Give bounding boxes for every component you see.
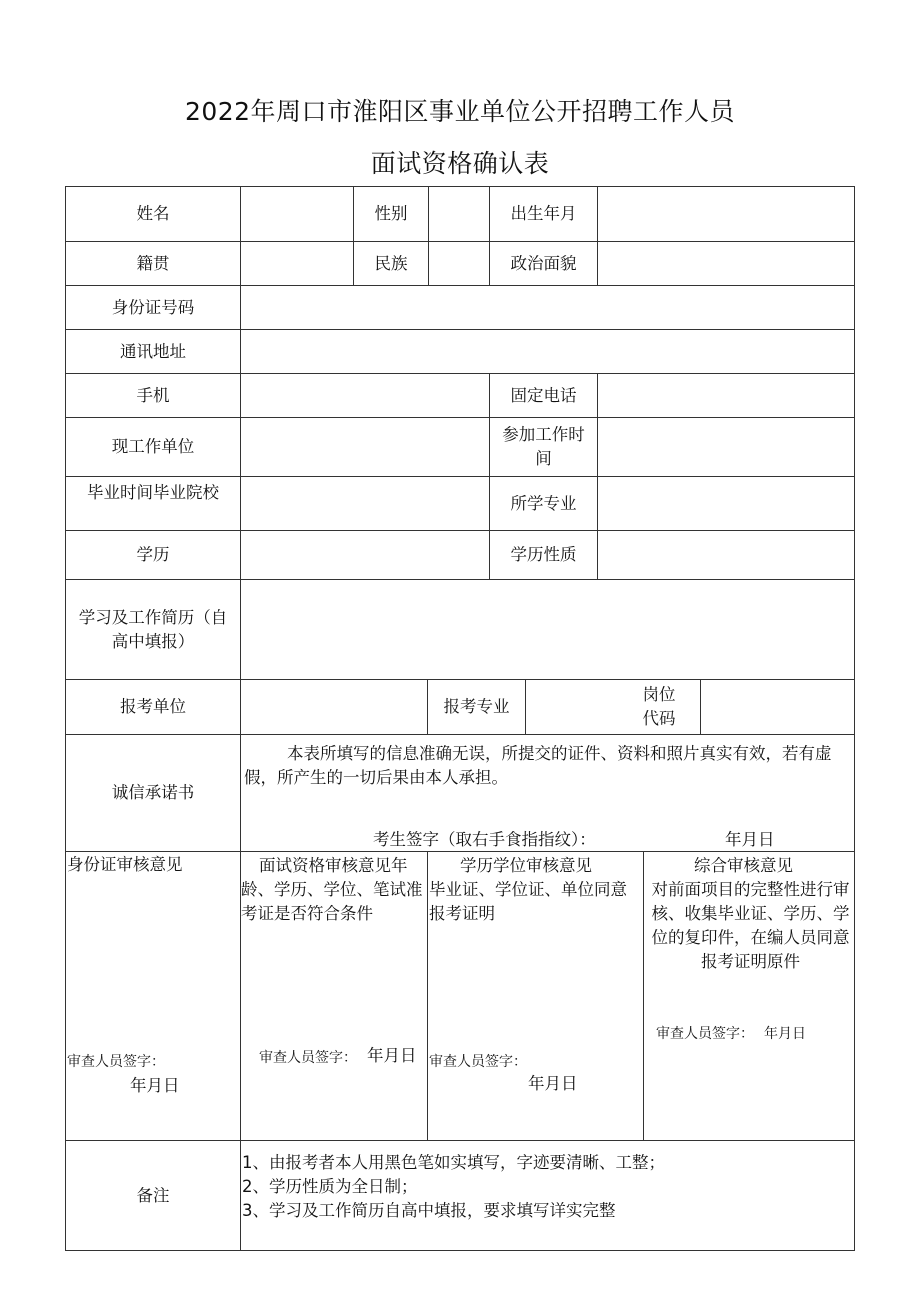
id-number-field[interactable]	[240, 285, 855, 330]
education-type-field[interactable]	[597, 530, 855, 580]
gender-field[interactable]	[428, 186, 490, 242]
remark-item: 1、由报考者本人用黑色笔如实填写，字迹要清晰、工整；	[242, 1153, 665, 1172]
education-type-label: 学历性质	[489, 530, 598, 580]
work-start-field[interactable]	[597, 417, 855, 477]
mobile-field[interactable]	[240, 373, 490, 418]
mobile-label: 手机	[65, 373, 241, 418]
overall-review-desc: 对前面项目的完整性进行审核、收集毕业证、学历、学位的复印件，在编人员同意报考证明原件	[651, 880, 850, 971]
education-label: 学历	[65, 530, 241, 580]
remark-item: 3、学习及工作简历自高中填报，要求填写详实完整	[242, 1201, 616, 1220]
landline-label: 固定电话	[489, 373, 598, 418]
overall-review-title: 综合审核意见	[694, 856, 793, 875]
birth-field[interactable]	[597, 186, 855, 242]
native-place-field[interactable]	[240, 241, 354, 286]
ethnicity-field[interactable]	[428, 241, 490, 286]
pledge-text: 本表所填写的信息准确无误，所提交的证件、资料和照片真实有效，若有虚假，所产生的一切后果由本人承担。	[240, 734, 855, 852]
overall-review-date: 年月日	[764, 1026, 806, 1042]
grad-info-field[interactable]	[240, 476, 490, 531]
candidate-signature-field[interactable]	[625, 824, 715, 850]
post-code-label	[525, 679, 701, 735]
degree-review-signer: 审查人员签字：	[429, 1054, 527, 1070]
interview-review-date: 年月日	[367, 1046, 417, 1065]
employer-label: 现工作单位	[65, 417, 241, 477]
name-label: 姓名	[65, 186, 241, 242]
interview-review-box[interactable]	[240, 851, 428, 1141]
degree-review-title: 学历学位审核意见	[460, 856, 592, 875]
candidate-signature-label: 考生签字（取右手食指指纹）：	[373, 830, 596, 849]
name-field[interactable]	[240, 186, 354, 242]
degree-review-box[interactable]	[427, 851, 644, 1141]
post-code-field[interactable]	[700, 679, 855, 735]
apply-unit-label: 报考单位	[65, 679, 241, 735]
major-field[interactable]	[597, 476, 855, 531]
id-review-title: 身份证审核意见	[67, 855, 183, 874]
remark-item: 2、学历性质为全日制；	[242, 1177, 418, 1196]
post-code-label-text: 岗位代码	[642, 685, 676, 728]
education-field[interactable]	[240, 530, 490, 580]
grad-info-label: 毕业时间毕业院校	[65, 476, 241, 531]
resume-label: 学习及工作简历（自高中填报）	[65, 579, 241, 680]
form-subtitle: 面试资格确认表	[370, 149, 550, 178]
degree-review-desc: 毕业证、学位证、单位同意报考证明	[429, 880, 627, 923]
id-review-date: 年月日	[130, 1076, 180, 1095]
ethnicity-label: 民族	[353, 241, 429, 286]
remarks-label: 备注	[65, 1140, 241, 1251]
apply-unit-field[interactable]	[240, 679, 428, 735]
pledge-label: 诚信承诺书	[65, 734, 241, 852]
major-label: 所学专业	[489, 476, 598, 531]
interview-review-signer: 审查人员签字：	[259, 1050, 357, 1066]
political-status-label: 政治面貌	[489, 241, 598, 286]
interview-review-title: 面试资格审核意见年龄、学历、学位、笔试准考证是否符合条件	[241, 856, 423, 923]
address-field[interactable]	[240, 329, 855, 374]
work-start-label: 参加工作时间	[489, 417, 598, 477]
id-number-label: 身份证号码	[65, 285, 241, 330]
overall-review-box[interactable]	[643, 851, 855, 1141]
pledge-date: 年月日	[725, 830, 775, 849]
remarks-box	[240, 1140, 855, 1251]
form-title: 2022年周口市淮阳区事业单位公开招聘工作人员	[184, 97, 736, 126]
id-review-signer: 审查人员签字：	[67, 1054, 165, 1070]
apply-major-label: 报考专业	[427, 679, 526, 735]
political-status-field[interactable]	[597, 241, 855, 286]
employer-field[interactable]	[240, 417, 490, 477]
confirmation-form-table	[65, 186, 855, 1251]
resume-field[interactable]	[240, 579, 855, 680]
id-review-box[interactable]	[65, 851, 241, 1141]
birth-label: 出生年月	[489, 186, 598, 242]
overall-review-signer: 审查人员签字：	[656, 1026, 754, 1042]
gender-label: 性别	[353, 186, 429, 242]
degree-review-date: 年月日	[528, 1074, 578, 1093]
native-place-label: 籍贯	[65, 241, 241, 286]
landline-field[interactable]	[597, 373, 855, 418]
address-label: 通讯地址	[65, 329, 241, 374]
